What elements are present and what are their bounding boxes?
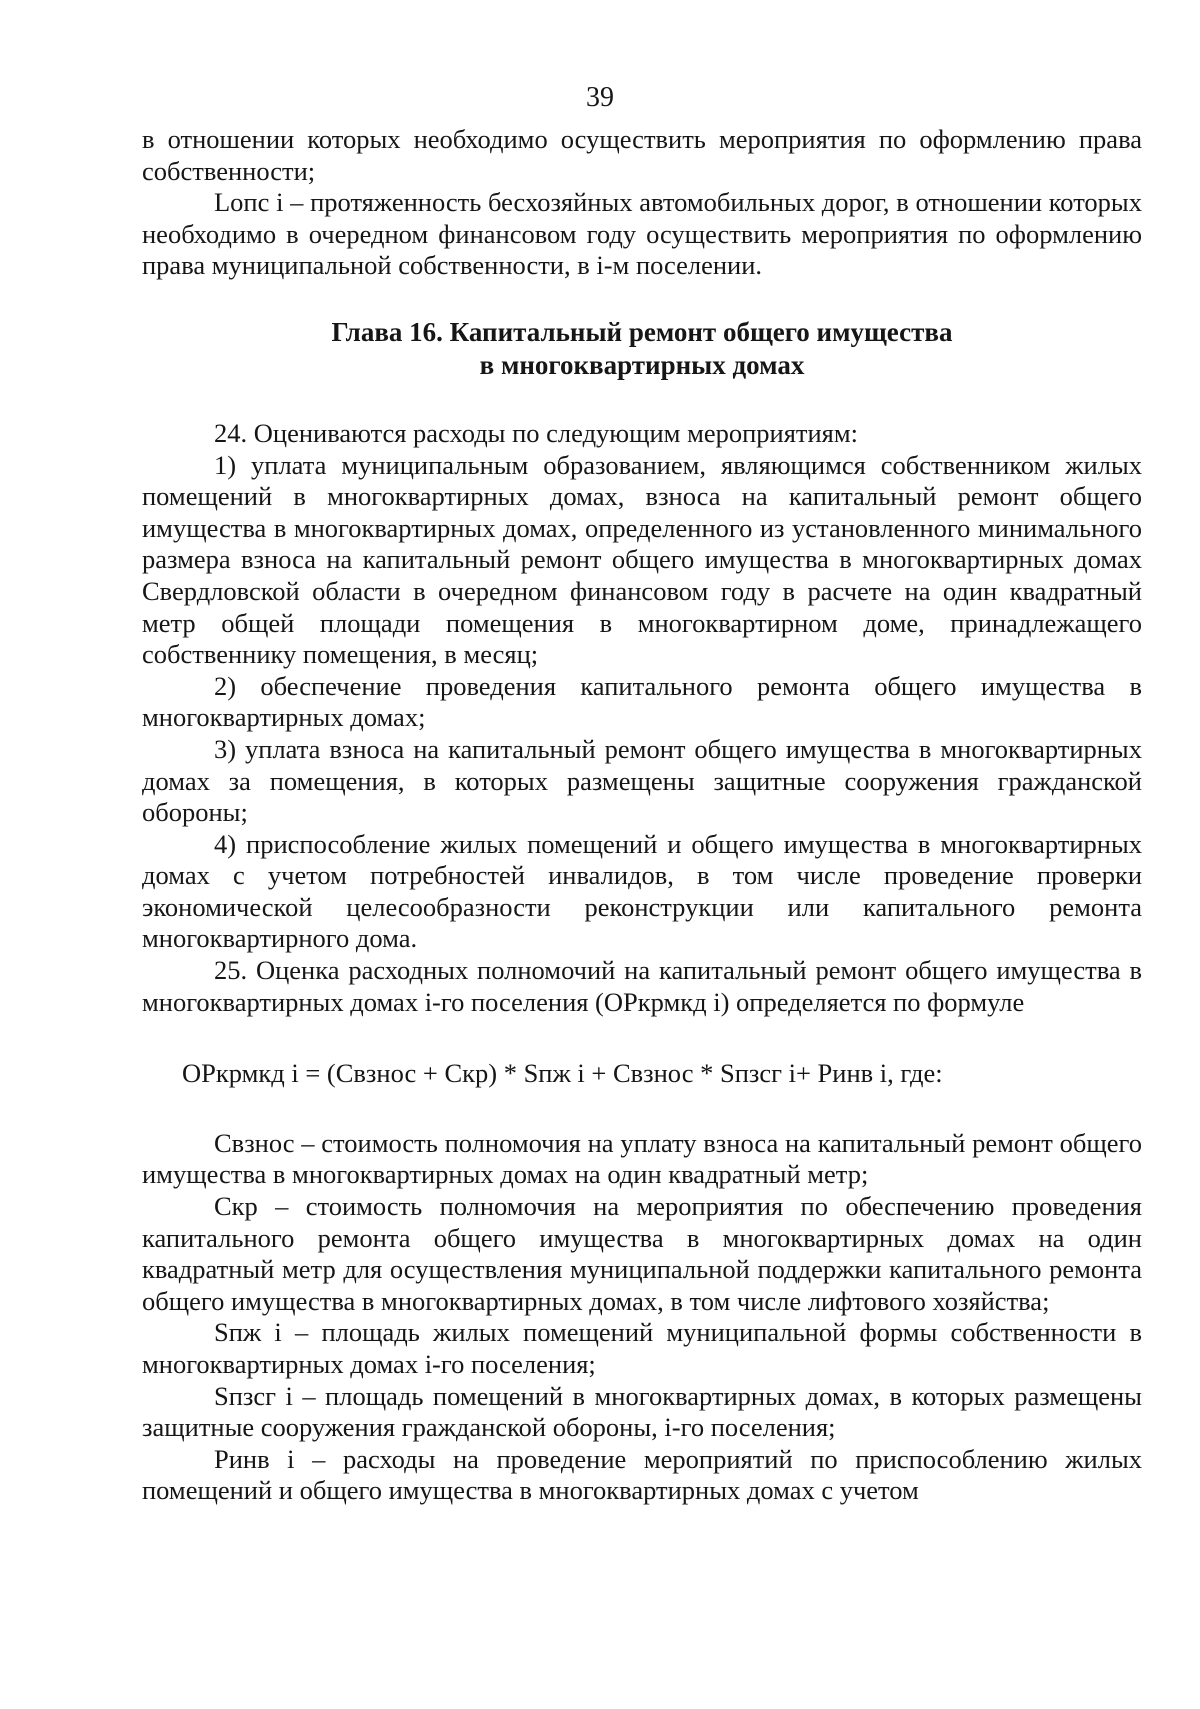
formula: ОРкрмкд i = (Свзнос + Скр) * Sпж i + Свзнос * Sпзсг i+ Ринв i, где:: [182, 1058, 943, 1089]
paragraph-lops-definition: Lопс i – протяженность бесхозяйных автомобильных дорог, в отношении которых необходимо в очередном финансовом году осуществить мероприятия по оформлению права муниципальной собственности, в i-м поселении.: [142, 187, 1142, 281]
definition-spzh: Sпж i – площадь жилых помещений муниципальной формы собственности в многоквартирных домах i-го поселения;: [142, 1317, 1142, 1379]
paragraph-subitem-1: 1) уплата муниципальным образованием, являющимся собственником жилых помещений в многоквартирных домах, взноса на капитальный ремонт общего имущества в многоквартирных домах, определенного из установленного минимального размера взноса на капитальный ремонт общего имущества в многоквартирных домах Свердловской области в очередном финансовом году в расчете на один квадратный метр общей площади помещения в многоквартирном доме, принадлежащего собственнику помещения, в месяц;: [142, 449, 1142, 670]
paragraph-item-25: 25. Оценка расходных полномочий на капитальный ремонт общего имущества в многоквартирных домах i-го поселения (ОРкрмкд i) определяется по формуле: [142, 955, 1142, 1017]
definition-rinv: Ринв i – расходы на проведение мероприятий по приспособлению жилых помещений и общего имущества в многоквартирных домах с учетом: [142, 1443, 1142, 1506]
paragraph-subitem-2: 2) обеспечение проведения капитального ремонта общего имущества в многоквартирных домах;: [142, 670, 1142, 733]
definition-skr: Скр – стоимость полномочия на мероприятия по обеспечению проведения капитального ремонта общего имущества в многоквартирных домах на один квадратный метр для осуществления муниципальной поддержки капитального ремонта общего имущества в многоквартирных домах, в том числе лифтового хозяйства;: [142, 1191, 1142, 1316]
paragraph-subitem-3: 3) уплата взноса на капитальный ремонт общего имущества в многоквартирных домах за помещения, в которых размещены защитные сооружения гражданской обороны;: [142, 733, 1142, 828]
paragraph-item-24: 24. Оцениваются расходы по следующим мероприятиям:: [214, 417, 858, 448]
chapter-heading: [142, 316, 1142, 382]
document-body: [142, 124, 1142, 1507]
paragraph-continuation: в отношении которых необходимо осуществить мероприятия по оформлению права собственности;: [142, 124, 1142, 186]
chapter-heading-line-2: в многоквартирных домах: [479, 349, 805, 380]
page-number: 39: [586, 82, 614, 113]
definition-spzsg: Sпзсг i – площадь помещений в многоквартирных домах, в которых размещены защитные сооружения гражданской обороны, i-го поселения;: [142, 1380, 1142, 1443]
definition-svznos: Свзнос – стоимость полномочия на уплату взноса на капитальный ремонт общего имущества в многоквартирных домах на один квадратный метр;: [142, 1127, 1142, 1190]
paragraph-subitem-4: 4) приспособление жилых помещений и общего имущества в многоквартирных домах с учетом потребностей инвалидов, в том числе проведение проверки экономической целесообразности реконструкции или капитального ремонта многоквартирного дома.: [142, 828, 1142, 954]
chapter-heading-line-1: Глава 16. Капитальный ремонт общего имущества: [331, 316, 953, 347]
